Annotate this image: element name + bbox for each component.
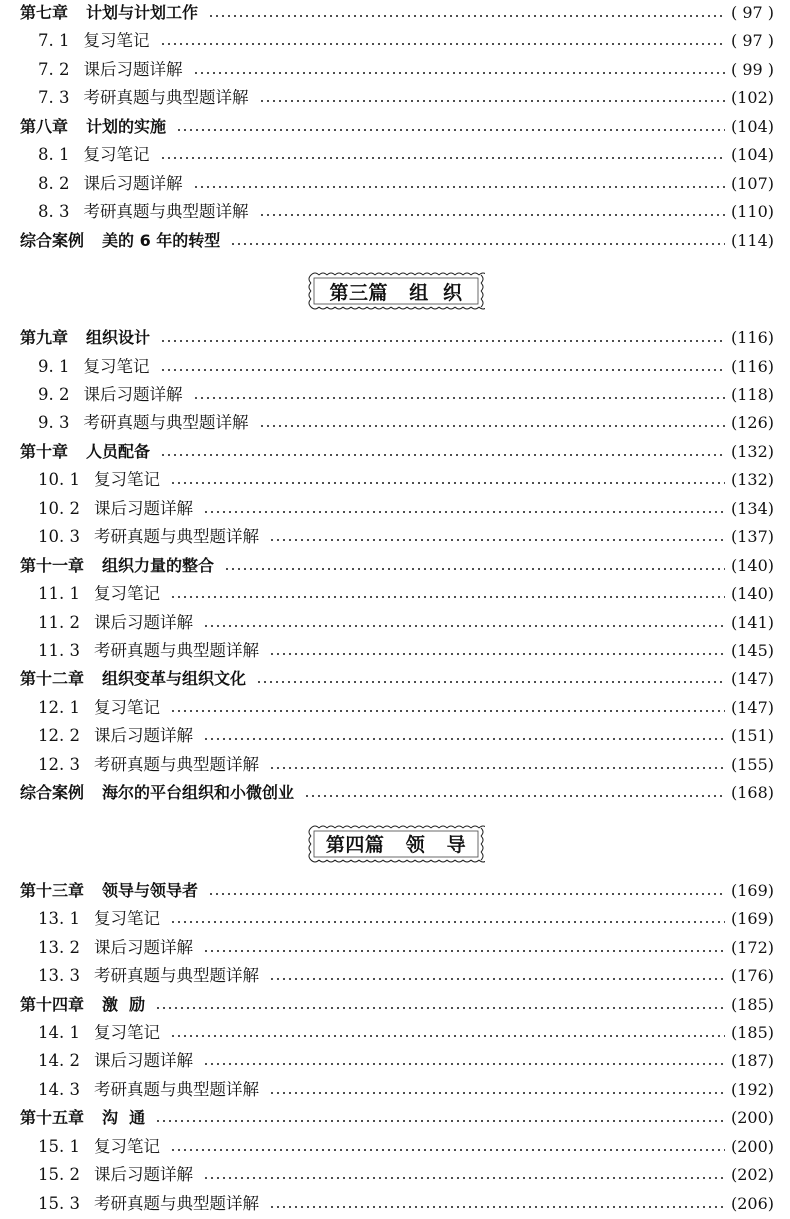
section-title: 课后习题详解: [83, 173, 183, 193]
toc-section-entry[interactable]: [38, 199, 774, 225]
section-number: 14. 2: [38, 1051, 80, 1071]
section-title: 复习笔记: [93, 1022, 160, 1042]
dot-leader: [176, 129, 725, 131]
dot-leader: [208, 893, 725, 895]
chapter-number: 第十四章: [20, 994, 85, 1014]
toc-chapter-entry[interactable]: [20, 666, 774, 692]
page-number: (202): [730, 1165, 774, 1185]
dot-leader: [170, 1035, 725, 1037]
dot-leader: [155, 1120, 725, 1122]
chapter-title: 组织力量的整合: [102, 555, 215, 575]
toc-section-entry[interactable]: [38, 57, 774, 83]
section-title: 复习笔记: [93, 1136, 160, 1156]
dot-leader: [193, 186, 725, 188]
dot-leader: [155, 1007, 725, 1009]
section-number: 12. 1: [38, 697, 80, 717]
toc-section-entry[interactable]: [38, 354, 774, 380]
chapter-title: 美的 6 年的转型: [102, 230, 221, 250]
dot-leader: [208, 15, 725, 17]
chapter-title: 计划与计划工作: [86, 3, 199, 22]
chapter-number: 第十章: [20, 441, 69, 461]
toc-section-entry[interactable]: [38, 467, 774, 493]
section-number: 8. 1: [38, 145, 70, 165]
chapter-title: 人员配备: [86, 441, 151, 461]
page-number: (176): [730, 966, 774, 986]
section-title: 复习笔记: [93, 470, 160, 490]
toc-section-entry[interactable]: [38, 28, 774, 54]
section-title: 复习笔记: [83, 31, 150, 51]
section-number: 7. 2: [38, 59, 70, 79]
dot-leader: [259, 214, 725, 216]
toc-section-entry[interactable]: [38, 1191, 774, 1217]
part-heading-banner: [307, 271, 485, 311]
section-title: 考研真题与典型题详解: [93, 966, 259, 986]
page-number: (116): [730, 328, 774, 348]
section-title: 复习笔记: [83, 356, 150, 376]
page-number: (151): [730, 726, 774, 746]
page-number: (126): [730, 413, 774, 433]
toc-section-entry[interactable]: [38, 524, 774, 550]
page-number: (132): [730, 470, 774, 490]
dot-leader: [203, 738, 725, 740]
dot-leader: [224, 568, 725, 570]
dot-leader: [269, 539, 725, 541]
part-heading-banner: [307, 824, 485, 864]
chapter-number: 第九章: [20, 328, 69, 348]
dot-leader: [170, 482, 725, 484]
section-number: 12. 2: [38, 726, 80, 746]
section-title: 课后习题详解: [93, 1165, 193, 1185]
chapter-title: 组织变革与组织文化: [102, 669, 247, 689]
toc-chapter-entry[interactable]: [20, 878, 774, 904]
page-number: (104): [730, 116, 774, 136]
page-number: (107): [730, 173, 774, 193]
section-title: 课后习题详解: [93, 612, 193, 632]
section-title: 复习笔记: [83, 145, 150, 165]
section-number: 15. 2: [38, 1165, 80, 1185]
page-number: (116): [730, 356, 774, 376]
chapter-title: 激 励: [102, 994, 146, 1014]
page-number: ( 97 ): [730, 3, 774, 22]
toc-section-entry[interactable]: [38, 1162, 774, 1188]
section-number: 10. 1: [38, 470, 80, 490]
section-number: 14. 1: [38, 1022, 80, 1042]
section-title: 课后习题详解: [83, 384, 183, 404]
page-number: ( 99 ): [730, 59, 774, 79]
dot-leader: [304, 795, 725, 797]
page-number: (147): [730, 697, 774, 717]
page-number: (141): [730, 612, 774, 632]
section-number: 10. 3: [38, 527, 80, 547]
toc-chapter-entry[interactable]: [20, 114, 774, 140]
toc-section-entry[interactable]: [38, 410, 774, 436]
dot-leader: [203, 1177, 725, 1179]
toc-section-entry[interactable]: [38, 1077, 774, 1103]
section-title: 课后习题详解: [93, 937, 193, 957]
chapter-number: 第七章: [20, 3, 69, 22]
dot-leader: [160, 454, 725, 456]
chapter-number: 综合案例: [20, 783, 85, 803]
page-number: (172): [730, 937, 774, 957]
page-number: ( 97 ): [730, 31, 774, 51]
section-title: 考研真题与典型题详解: [93, 1193, 259, 1213]
section-number: 13. 1: [38, 909, 80, 929]
page-number: (140): [730, 555, 774, 575]
section-title: 课后习题详解: [93, 1051, 193, 1071]
section-number: 13. 2: [38, 937, 80, 957]
toc-chapter-entry[interactable]: [20, 228, 774, 254]
section-title: 考研真题与典型题详解: [83, 88, 249, 108]
chapter-number: 第十三章: [20, 880, 85, 900]
toc-section-entry[interactable]: [38, 935, 774, 961]
dot-leader: [193, 72, 725, 74]
toc-chapter-entry[interactable]: [20, 0, 774, 26]
toc-section-entry[interactable]: [38, 496, 774, 522]
toc-section-entry[interactable]: [38, 638, 774, 664]
toc-section-entry[interactable]: [38, 610, 774, 636]
page-number: (102): [730, 88, 774, 108]
section-title: 考研真题与典型题详解: [93, 527, 259, 547]
dot-leader: [170, 921, 725, 923]
section-number: 9. 3: [38, 413, 70, 433]
toc-section-entry[interactable]: [38, 963, 774, 989]
dot-leader: [203, 625, 725, 627]
page-number: (104): [730, 145, 774, 165]
dot-leader: [203, 1063, 725, 1065]
toc-section-entry[interactable]: [38, 906, 774, 932]
toc-chapter-entry[interactable]: [20, 553, 774, 579]
section-title: 考研真题与典型题详解: [93, 1079, 259, 1099]
dot-leader: [160, 369, 725, 371]
toc-section-entry[interactable]: [38, 85, 774, 111]
page-number: (114): [730, 230, 774, 250]
page-number: (132): [730, 441, 774, 461]
page-number: (140): [730, 584, 774, 604]
toc-section-entry[interactable]: [38, 382, 774, 408]
page-number: (155): [730, 754, 774, 774]
dot-leader: [193, 397, 725, 399]
dot-leader: [160, 340, 725, 342]
section-title: 课后习题详解: [93, 726, 193, 746]
part-title: 第四篇 领 导: [325, 834, 467, 857]
chapter-number: 第十五章: [20, 1108, 85, 1128]
dot-leader: [269, 653, 725, 655]
chapter-title: 领导与领导者: [102, 880, 199, 900]
page-number: (169): [730, 909, 774, 929]
toc-section-entry[interactable]: [38, 1020, 774, 1046]
section-title: 复习笔记: [93, 697, 160, 717]
chapter-title: 海尔的平台组织和小微创业: [102, 783, 295, 803]
section-title: 课后习题详解: [93, 498, 193, 518]
dot-leader: [230, 243, 725, 245]
chapter-number: 综合案例: [20, 230, 85, 250]
dot-leader: [256, 681, 725, 683]
chapter-title: 组织设计: [86, 328, 151, 348]
section-number: 15. 1: [38, 1136, 80, 1156]
toc-section-entry[interactable]: [38, 752, 774, 778]
toc-section-entry[interactable]: [38, 695, 774, 721]
part-title: 第三篇 组 织: [329, 281, 463, 304]
section-number: 11. 3: [38, 641, 80, 660]
section-title: 课后习题详解: [83, 59, 183, 79]
toc-chapter-entry[interactable]: [20, 780, 774, 806]
section-title: 考研真题与典型题详解: [83, 202, 249, 222]
dot-leader: [170, 1149, 725, 1151]
page-number: (145): [730, 641, 774, 660]
section-number: 11. 2: [38, 612, 80, 632]
section-number: 15. 3: [38, 1193, 80, 1213]
toc-section-entry[interactable]: [38, 171, 774, 197]
toc-section-entry[interactable]: [38, 1048, 774, 1074]
page-number: (185): [730, 1022, 774, 1042]
chapter-title: 沟 通: [102, 1108, 146, 1128]
dot-leader: [259, 425, 725, 427]
section-title: 复习笔记: [93, 909, 160, 929]
page-number: (169): [730, 880, 774, 900]
page-number: (185): [730, 994, 774, 1014]
page-number: (200): [730, 1108, 774, 1128]
dot-leader: [269, 978, 725, 980]
section-number: 12. 3: [38, 754, 80, 774]
section-title: 考研真题与典型题详解: [93, 641, 259, 660]
dot-leader: [170, 710, 725, 712]
page-number: (134): [730, 498, 774, 518]
dot-leader: [160, 43, 725, 45]
toc-chapter-entry[interactable]: [20, 439, 774, 465]
section-number: 8. 3: [38, 202, 70, 222]
section-title: 考研真题与典型题详解: [93, 754, 259, 774]
dot-leader: [269, 1092, 725, 1094]
section-number: 10. 2: [38, 498, 80, 518]
toc-section-entry[interactable]: [38, 723, 774, 749]
dot-leader: [160, 157, 725, 159]
page-number: (110): [730, 202, 774, 222]
chapter-title: 计划的实施: [86, 116, 167, 136]
section-title: 复习笔记: [93, 584, 160, 604]
chapter-number: 第八章: [20, 116, 69, 136]
dot-leader: [269, 1206, 725, 1208]
toc-section-entry[interactable]: [38, 142, 774, 168]
page-number: (118): [730, 384, 774, 404]
section-number: 9. 1: [38, 356, 70, 376]
toc-chapter-entry[interactable]: [20, 992, 774, 1018]
section-number: 14. 3: [38, 1079, 80, 1099]
dot-leader: [203, 950, 725, 952]
page-number: (187): [730, 1051, 774, 1071]
chapter-number: 第十二章: [20, 669, 85, 689]
toc-chapter-entry[interactable]: [20, 1105, 774, 1131]
section-number: 8. 2: [38, 173, 70, 193]
page-number: (137): [730, 527, 774, 547]
dot-leader: [170, 596, 725, 598]
toc-chapter-entry[interactable]: [20, 325, 774, 351]
toc-section-entry[interactable]: [38, 1134, 774, 1160]
page-number: (192): [730, 1079, 774, 1099]
page-number: (200): [730, 1136, 774, 1156]
section-number: 9. 2: [38, 384, 70, 404]
section-title: 考研真题与典型题详解: [83, 413, 249, 433]
section-number: 7. 1: [38, 31, 70, 51]
page-number: (168): [730, 783, 774, 803]
toc-section-entry[interactable]: [38, 581, 774, 607]
dot-leader: [259, 100, 725, 102]
chapter-number: 第十一章: [20, 555, 85, 575]
page-number: (147): [730, 669, 774, 689]
section-number: 11. 1: [38, 584, 80, 604]
dot-leader: [203, 511, 725, 513]
dot-leader: [269, 767, 725, 769]
section-number: 13. 3: [38, 966, 80, 986]
page-number: (206): [730, 1193, 774, 1213]
section-number: 7. 3: [38, 88, 70, 108]
